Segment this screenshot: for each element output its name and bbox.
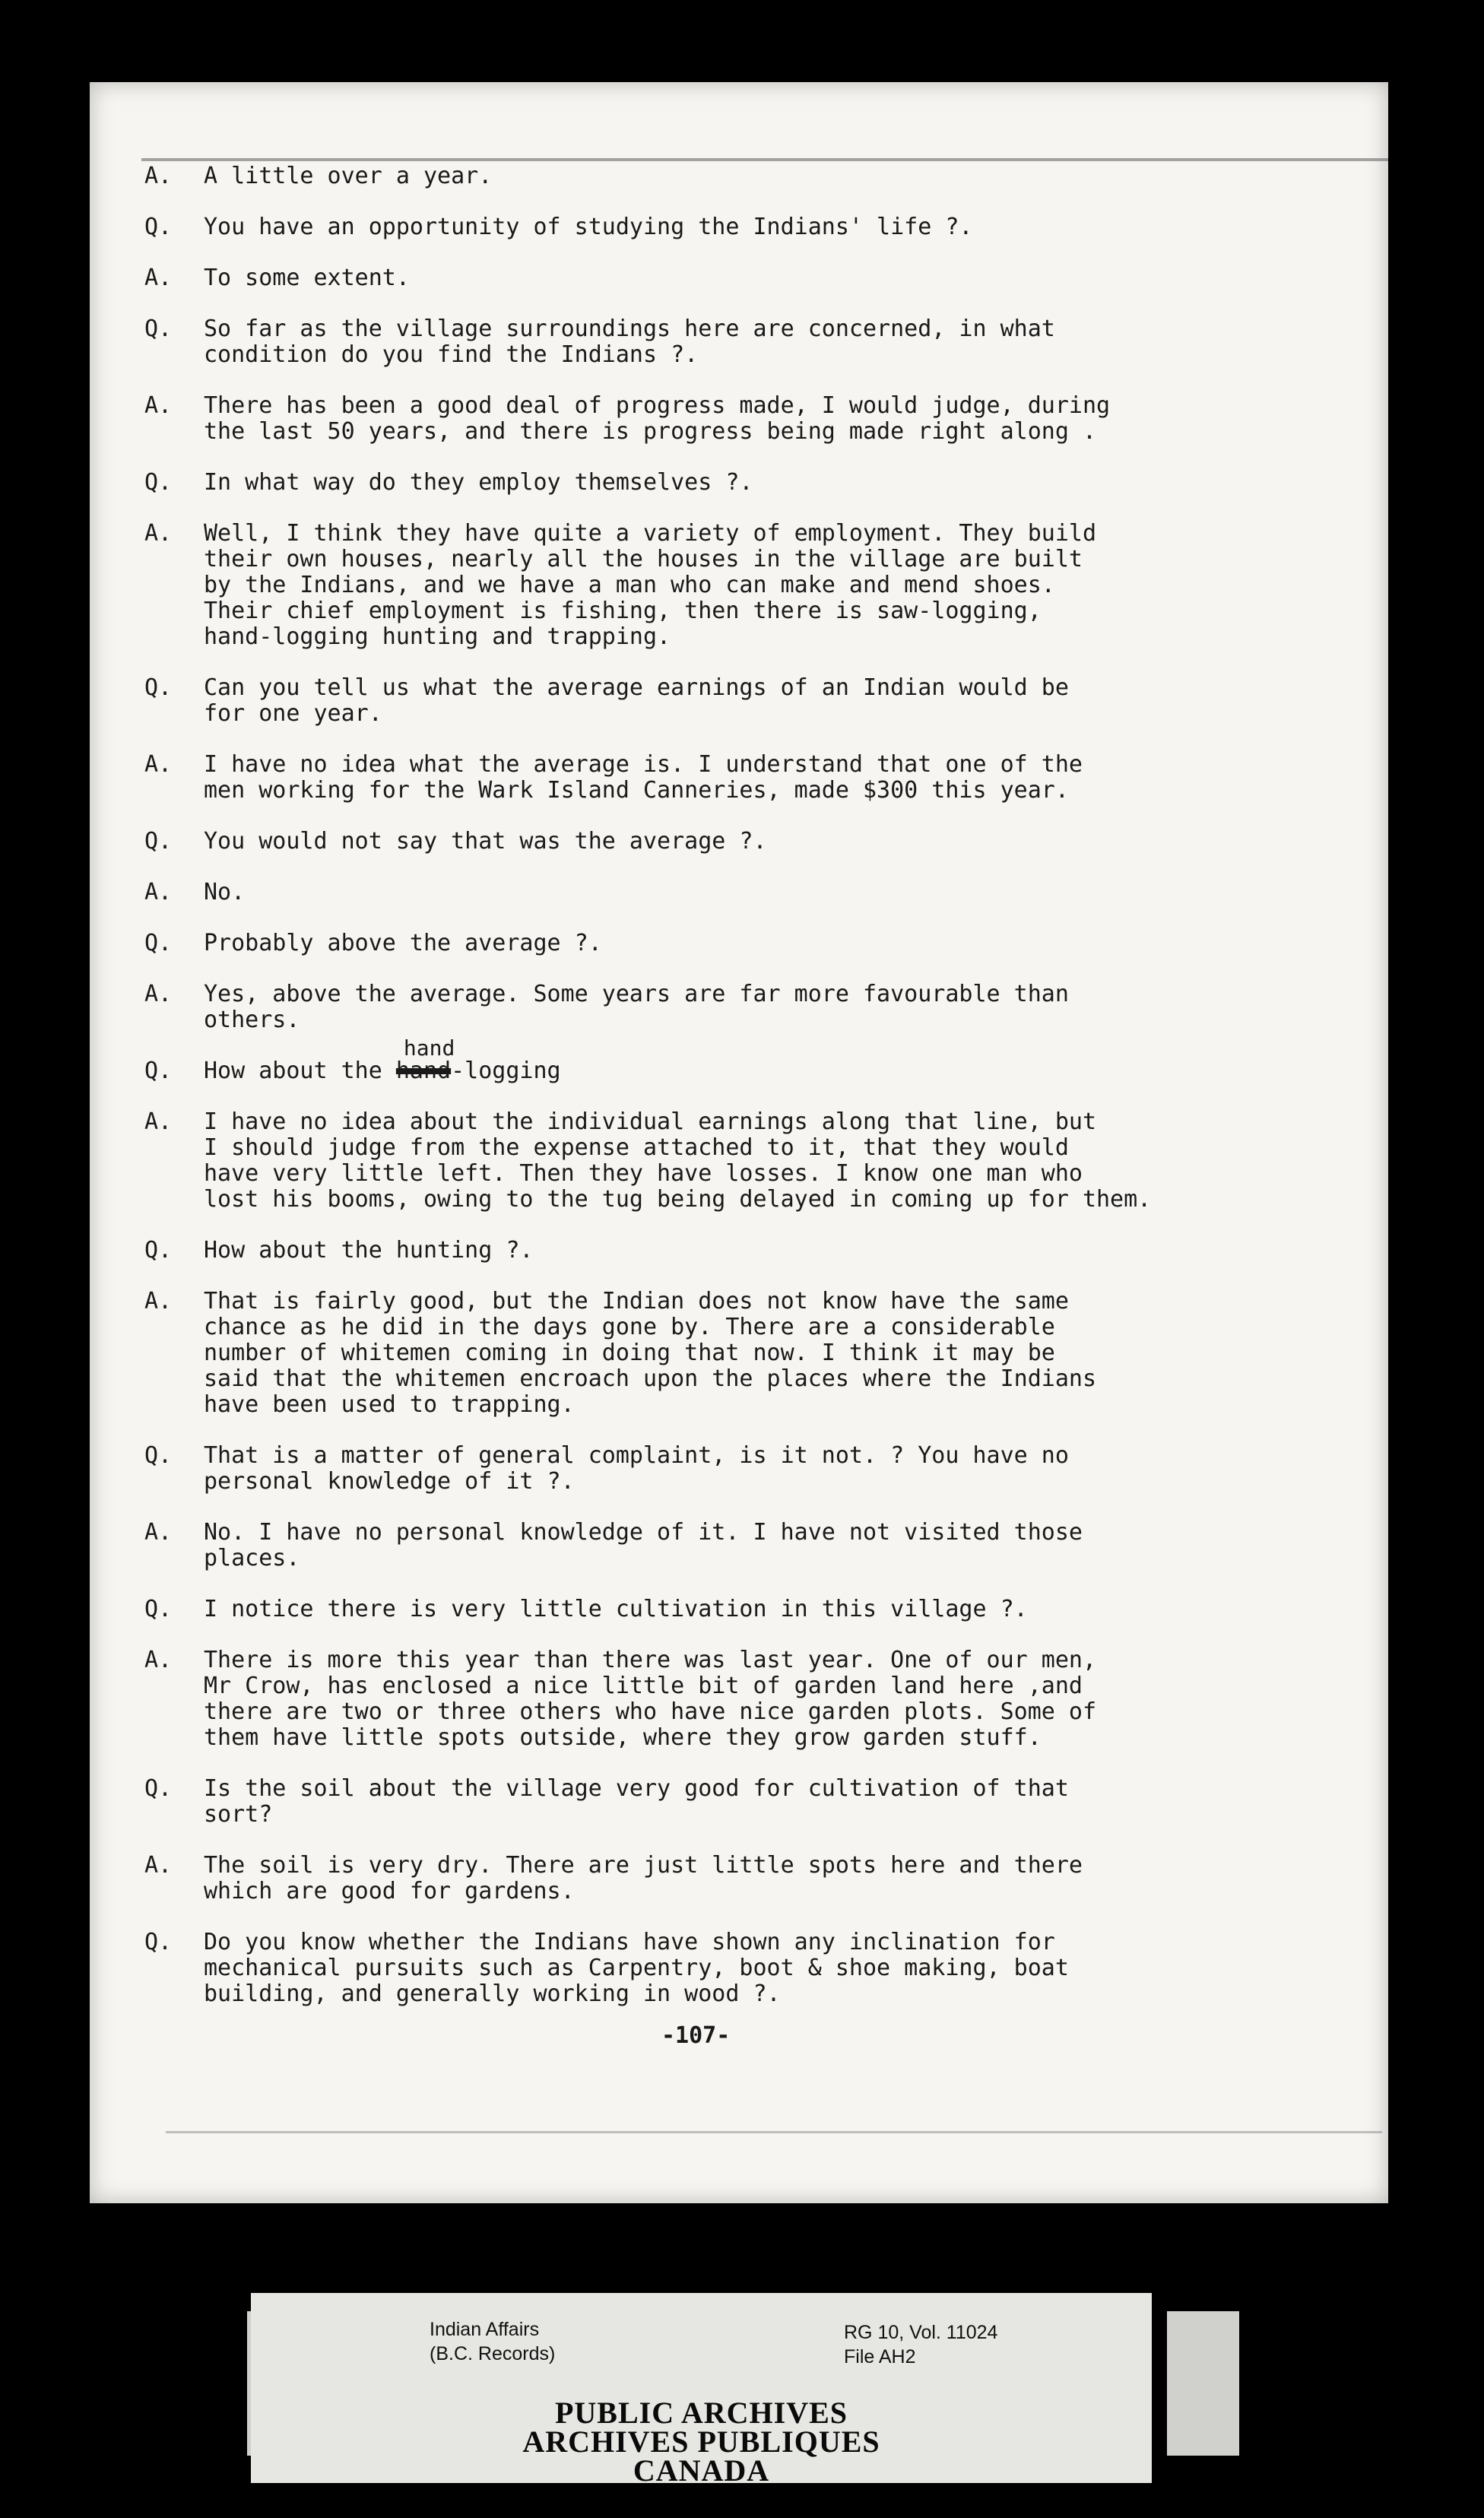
qa-entry [144, 1109, 1300, 1213]
speaker-label: A. [144, 1108, 173, 1135]
qa-entry [144, 316, 1300, 368]
qa-entry [144, 470, 1300, 496]
speaker-label: A. [144, 1852, 173, 1879]
qa-entry [144, 1853, 1300, 1904]
label-right-line1: RG 10, Vol. 11024 [844, 2322, 998, 2343]
speaker-label: A. [144, 1519, 173, 1546]
entry-text: The soil is very dry. There are just little spots here and there which are good for gardens. [204, 1852, 1083, 1904]
entry-text [204, 1035, 1300, 1084]
speaker-label: Q. [144, 1929, 173, 1955]
speaker-label: A. [144, 520, 173, 547]
speaker-label: A. [144, 981, 173, 1007]
bottom-rule [166, 2131, 1382, 2133]
entry-text: Well, I think they have quite a variety of employment. They build their own houses, nearly all the houses in the village are built by the Indians, and we have a man who can make and mend shoes. Their chief employment is fishing, then there is saw-logging, hand-logging hunting and trapping. [204, 520, 1096, 650]
speaker-label: Q. [144, 1442, 173, 1469]
label-left-line2: (B.C. Records) [430, 2343, 556, 2364]
speaker-label: A. [144, 879, 173, 905]
qa-entry [144, 163, 1300, 189]
speaker-label: A. [144, 1647, 173, 1673]
qa-entry [144, 1443, 1300, 1495]
top-rule [141, 158, 1388, 161]
entry-text: No. I have no personal knowledge of it. I have not visited those places. [204, 1519, 1083, 1571]
qa-entry [144, 1776, 1300, 1828]
entry-text: Probably above the average ?. [204, 930, 602, 956]
qa-entry [144, 521, 1300, 650]
correction [395, 1035, 455, 1084]
speaker-label: A. [144, 392, 173, 419]
speaker-label: Q. [144, 930, 173, 956]
speaker-label: A. [144, 751, 173, 778]
entry-text: I have no idea about the individual earnings along that line, but I should judge from the expense attached to it, that they would have very little left. Then they have losses. I know one man who lost his booms, owing to the tug being delayed in coming up for them. [204, 1108, 1152, 1213]
entry-text: You would not say that was the average ?. [204, 828, 767, 855]
entry-text: There has been a good deal of progress made, I would judge, during the last 50 years, and there is progress being made right along . [204, 392, 1111, 445]
speaker-label: Q. [144, 316, 173, 342]
entry-text-prefix: How about the [204, 1058, 396, 1084]
entry-text: Can you tell us what the average earnings of an Indian would be for one year. [204, 674, 1069, 727]
entry-text: In what way do they employ themselves ?. [204, 469, 753, 496]
entry-text: There is more this year than there was last year. One of our men, Mr Crow, has enclosed a nice little bit of garden land here ,and there are two or three others who have nice garden plots. Some of them have little spots outside, where they grow garden stuff. [204, 1647, 1096, 1751]
speaker-label: Q. [144, 469, 173, 496]
qa-entry [144, 982, 1300, 1033]
entry-text: I notice there is very little cultivation in this village ?. [204, 1596, 1028, 1622]
struck-word: hand [395, 1058, 452, 1084]
stamp-line3: CANADA [633, 2453, 770, 2488]
transcript [144, 163, 1300, 2032]
handwritten-insert: hand [403, 1035, 455, 1061]
entry-text: Is the soil about the village very good for cultivation of that sort? [204, 1775, 1069, 1828]
entry-text: A little over a year. [204, 163, 493, 189]
speaker-label: A. [144, 265, 173, 291]
entry-text: I have no idea what the average is. I understand that one of the men working for the Wark Island Canneries, made $300 this year. [204, 751, 1083, 804]
qa-entry [144, 1930, 1300, 2007]
qa-entry [144, 1238, 1300, 1264]
entry-text: That is a matter of general complaint, is it not. ? You have no personal knowledge of it ?. [204, 1442, 1069, 1495]
speaker-label: Q. [144, 1775, 173, 1802]
stamp-line2: ARCHIVES PUBLIQUES [522, 2424, 880, 2459]
entry-text: To some extent. [204, 265, 410, 291]
qa-entry [144, 265, 1300, 291]
qa-entry [144, 1520, 1300, 1571]
entry-text-suffix: -logging [451, 1058, 561, 1084]
label-right-line2: File AH2 [844, 2346, 916, 2367]
qa-entry [144, 214, 1300, 240]
entry-text: How about the hunting ?. [204, 1237, 534, 1264]
qa-entry [144, 1035, 1300, 1084]
qa-entry [144, 1597, 1300, 1622]
qa-entry [144, 931, 1300, 956]
label-tab-right [1167, 2311, 1239, 2456]
qa-entry [144, 1289, 1300, 1418]
qa-entry [144, 675, 1300, 727]
entry-text: Do you know whether the Indians have shown any inclination for mechanical pursuits such as Carpentry, boot & shoe making, boat building, and generally working in wood ?. [204, 1929, 1069, 2007]
speaker-label: A. [144, 1288, 173, 1314]
stamp-line1: PUBLIC ARCHIVES [554, 2396, 848, 2430]
speaker-label: Q. [144, 1237, 173, 1264]
qa-entry [144, 393, 1300, 445]
speaker-label: Q. [144, 674, 173, 701]
qa-entry [144, 829, 1300, 855]
speaker-label: A. [144, 163, 173, 189]
archive-label [251, 2293, 1152, 2488]
label-left-line1: Indian Affairs [430, 2319, 540, 2340]
qa-entry [144, 1647, 1300, 1751]
speaker-label: Q. [144, 214, 173, 240]
qa-entry [144, 752, 1300, 804]
entry-text: That is fairly good, but the Indian does not know have the same chance as he did in the days gone by. There are a considerable number of whitemen coming in doing that now. I think it may be said that the whitemen encroach upon the places where the Indians have been used to trapping. [204, 1288, 1096, 1418]
entry-text: You have an opportunity of studying the Indians' life ?. [204, 214, 973, 240]
page-number: -107- [661, 2022, 731, 2049]
entry-text: Yes, above the average. Some years are far more favourable than others. [204, 981, 1069, 1033]
entry-text: So far as the village surroundings here are concerned, in what condition do you find the Indians ?. [204, 316, 1055, 368]
speaker-label: Q. [144, 1058, 173, 1084]
entry-text: No. [204, 879, 246, 905]
speaker-label: Q. [144, 1596, 173, 1622]
speaker-label: Q. [144, 828, 173, 855]
qa-entry [144, 880, 1300, 905]
